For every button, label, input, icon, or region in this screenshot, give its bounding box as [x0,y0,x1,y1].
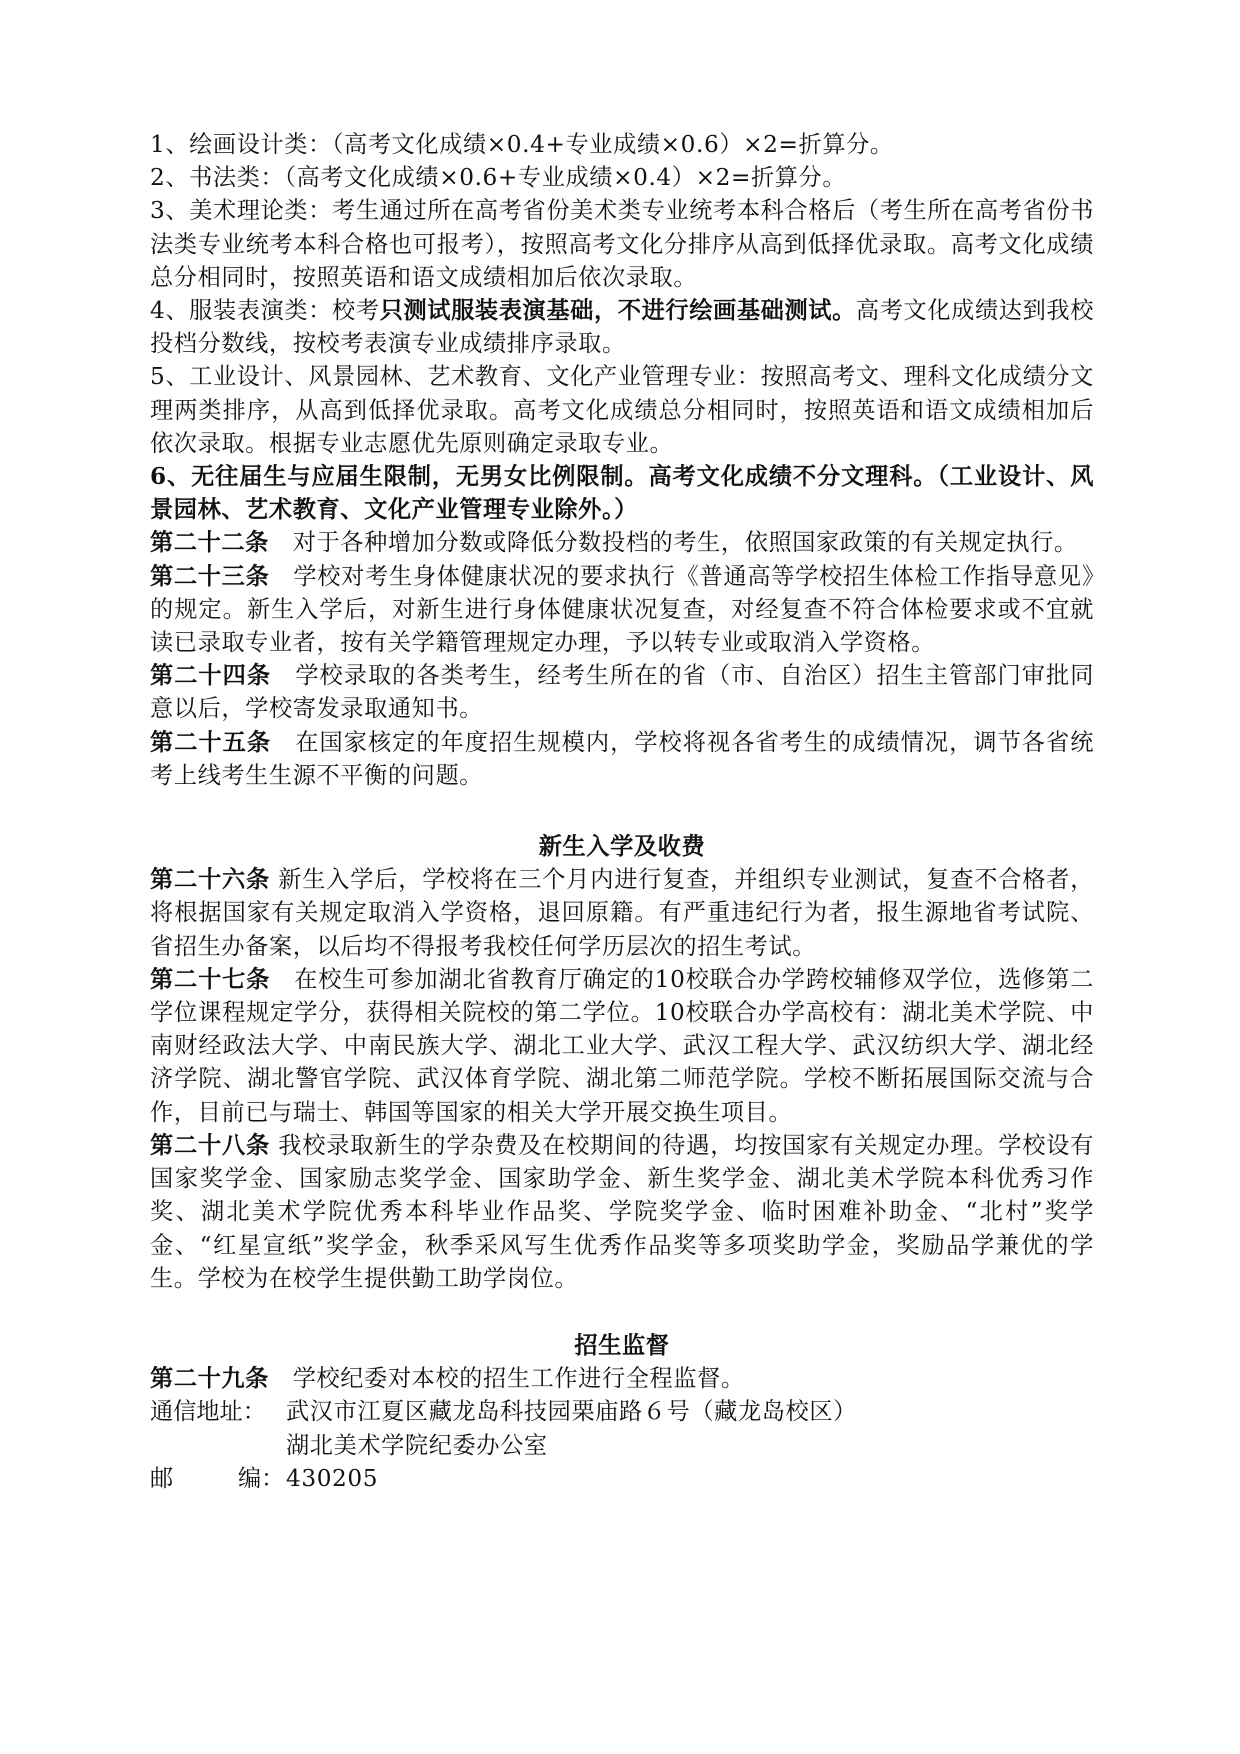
contact-postcode [150,1462,1094,1495]
item-4-bold: 只测试服装表演基础，不进行绘画基础测试。 [379,297,856,325]
article-text: 在国家核定的年度招生规模内，学校将视各省考生的成绩情况，调节各省统考上线考生生源不平衡的问题。 [150,728,1095,789]
item-1: 1、绘画设计类：（高考文化成绩×0.4+专业成绩×0.6）×2=折算分。 [150,131,894,158]
article-text: 学校纪委对本校的招生工作进行全程监督。 [292,1365,745,1393]
article-number: 第二十四条 [150,662,272,690]
section-heading-enrollment: 新生入学及收费 [538,833,706,861]
article-29 [150,1362,1094,1395]
article-text: 新生入学后，学校将在三个月内进行复查，并组织专业测试，复查不合格者，将根据国家有关规定取消入学资格，退回原籍。有严重违纪行为者，报生源地省考试院、省招生办备案，以后均不得报考我校任何学历层次的招生考试。 [150,866,1094,960]
item-5: 5、工业设计、风景园林、艺术教育、文化产业管理专业：按照高考文、理科文化成绩分文理两类排序，从高到低择优录取。高考文化成绩总分相同时，按照英语和语文成绩相加后依次录取。根据专业志愿优先原则确定录取专业。 [150,363,1094,457]
article-number: 第二十五条 [150,728,272,756]
item-3: 3、美术理论类：考生通过所在高考省份美术类专业统考本科合格后（考生所在高考省份书法类专业统考本科合格也可报考），按照高考文化分排序从高到低择优录取。高考文化成绩总分相同时，按照英语和语文成绩相加后依次录取。 [150,197,1094,291]
address-value: 武汉市江夏区藏龙岛科技园栗庙路６号（藏龙岛校区） [286,1398,857,1426]
postcode-label-char-2: 编： [238,1464,285,1492]
contact-address [150,1395,1094,1428]
item-4-suffix: 高考文化成绩达到我校投档分数线，按校考表演专业成绩排序录取。 [150,297,1095,358]
article-text: 我校录取新生的学杂费及在校期间的待遇，均按国家有关规定办理。学校设有国家奖学金、国家励志奖学金、国家助学金、新生奖学金、湖北美术学院本科优秀习作奖、湖北美术学院优秀本科毕业作品奖、学院奖学金、临时困难补助金、“北村”奖学金、“红星宣纸”奖学金，秋季采风写生优秀作品奖等多项奖助学金，奖励品学兼优的学生。学校为在校学生提供勤工助学岗位。 [150,1131,1094,1292]
item-2: 2、书法类：（高考文化成绩×0.6+专业成绩×0.4）×2=折算分。 [150,164,847,192]
address-label: 通信地址： [150,1398,266,1426]
article-26 [150,863,1094,963]
article-27 [150,963,1094,1129]
article-number: 第二十六条 [150,866,271,894]
article-22 [150,526,1094,559]
postcode-label-char-1: 邮 [150,1464,174,1492]
article-text: 学校录取的各类考生，经考生所在的省（市、自治区）招生主管部门审批同意以后，学校寄发录取通知书。 [150,662,1095,723]
item-4-prefix: 4、服装表演类：校考 [150,297,380,325]
article-number: 第二十二条 [150,529,269,557]
article-text: 学校对考生身体健康状况的要求执行《普通高等学校招生体检工作指导意见》的规定。新生入学后，对新生进行身体健康状况复查，对经复查不符合体检要求或不宜就读已录取专业者，按有关学籍管理规定办理，予以转专业或取消入学资格。 [150,562,1095,657]
section-heading-supervision: 招生监督 [574,1331,670,1359]
postcode-value: 430205 [286,1464,379,1492]
article-text: 在校生可参加湖北省教育厅确定的10校联合办学跨校辅修双学位，选修第二学位课程规定学分，获得相关院校的第二学位。10校联合办学高校有：湖北美术学院、中南财经政法大学、中南民族大学、湖北工业大学、武汉工程大学、武汉纺织大学、湖北经济学院、湖北警官学院、武汉体育学院、湖北第二师范学院。学校不断拓展国际交流与合作，目前已与瑞士、韩国等国家的相关大学开展交换生项目。 [150,965,1094,1126]
section-gap [150,1295,1094,1329]
article-number: 第二十九条 [150,1365,269,1393]
article-24 [150,659,1094,725]
article-text: 对于各种增加分数或降低分数投档的考生，依照国家政策的有关规定执行。 [292,529,1078,557]
contact-office: 湖北美术学院纪委办公室 [286,1431,548,1459]
item-4 [150,294,1094,360]
section-gap [150,792,1094,830]
article-number: 第二十七条 [150,965,271,993]
article-23 [150,560,1094,660]
item-6: 6、无往届生与应届生限制，无男女比例限制。高考文化成绩不分文理科。（工业设计、风景园林、艺术教育、文化产业管理专业除外。） [150,463,1094,524]
article-number: 第二十八条 [150,1131,271,1159]
document-page [150,128,1094,1495]
article-25 [150,726,1094,792]
article-28 [150,1129,1094,1295]
article-number: 第二十三条 [150,562,270,590]
postcode-label [150,1462,286,1495]
